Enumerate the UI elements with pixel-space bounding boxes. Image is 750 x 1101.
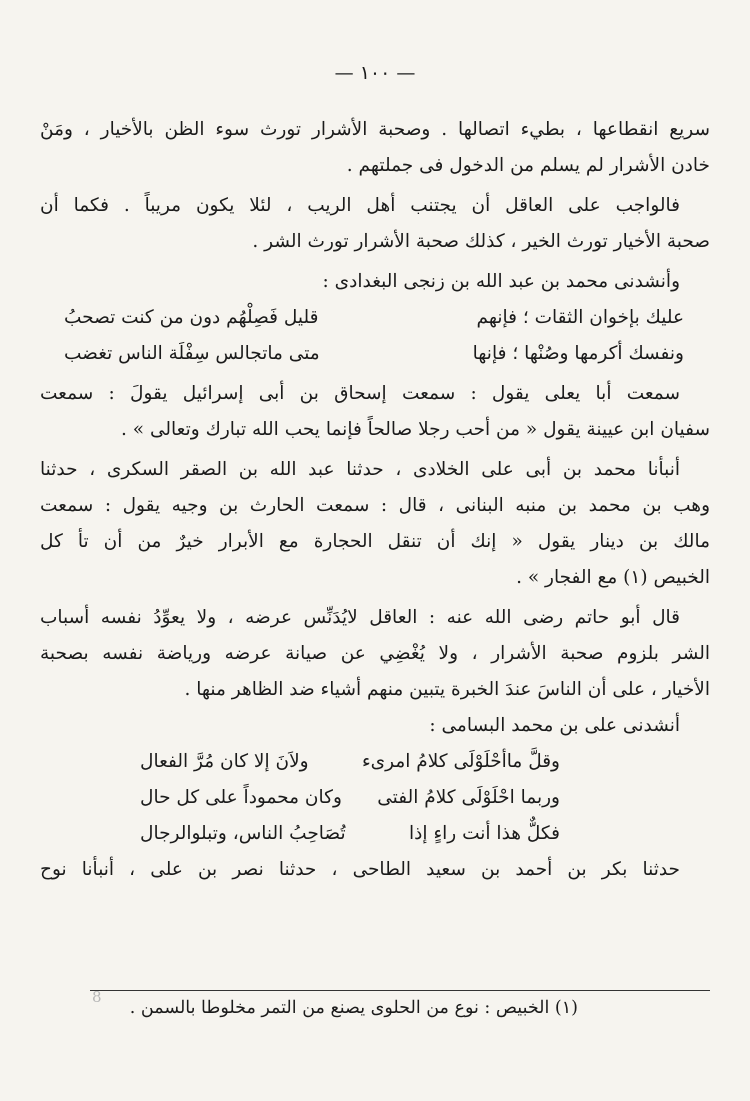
verse-second-hemistich: ولاَنَ إلا كان مُرَّ الفعال (140, 751, 309, 772)
verse-first-hemistich: وربما احْلَوْلَى كلامُ الفتى (377, 787, 560, 808)
footnote-divider (90, 990, 710, 991)
text-line: سمعت أبا يعلى يقول : سمعت إسحاق بن أبى إسرائيل يقولَ : سمعت (40, 383, 680, 404)
page-number: — ١٠٠ — (334, 62, 416, 84)
text-line: أنشدنى على بن محمد البسامى : (429, 715, 680, 736)
verse-first-hemistich: وقلَّ ماأحْلَوْلَى كلامُ امرىء (361, 751, 560, 772)
text-line: مالك بن دينار يقول « إنك أن تنقل الحجارة مع الأبرار خيرٌ من أن تأ كل (40, 531, 710, 552)
margin-mark: 8 (92, 988, 102, 1006)
verse-second-hemistich: قليل فَصِلْهُم دون من كنت تصحبُ (64, 307, 319, 328)
verse-second-hemistich: وكان محموداً على كل حال (140, 787, 342, 808)
footnote: (١) الخبيص : نوع من الحلوى يصنع من التمر مخلوطا بالسمن . (129, 998, 578, 1018)
text-line: حدثنا بكر بن أحمد بن سعيد الطاحى ، حدثنا نصر بن على ، أنبأنا نوح (40, 859, 680, 880)
text-line: قال أبو حاتم رضى الله عنه : العاقل لايُدَنِّس عرضه ، ولا يعوِّدُ نفسه أسباب (40, 607, 680, 628)
text-line: صحبة الأخيار تورث الخير ، كذلك صحبة الأشرار تورث الشر . (252, 231, 710, 252)
verse-second-hemistich: تُصَاحِبُ الناس، وتبلوالرجال (140, 823, 346, 844)
verse-first-hemistich: فكلٌّ هذا أنت راءٍ إذا (409, 823, 560, 844)
text-line: الشر بلزوم صحبة الأشرار ، ولا يُغْضِي عن صيانة عرضه ورياضة نفسه بصحبة (40, 643, 710, 664)
text-line: فالواجب على العاقل أن يجتنب أهل الريب ، لئلا يكون مريباً . فكما أن (40, 195, 680, 216)
poem-verse (40, 780, 710, 816)
poem-verse (40, 300, 710, 336)
body-text (40, 112, 710, 888)
text-line: سريع انقطاعها ، بطيء اتصالها . وصحبة الأشرار تورث سوء الظن بالأخيار ، ومَنْ (40, 119, 710, 140)
text-line: الأخيار ، على أن الناسَ عندَ الخبرة يتبين منهم أشياء ضد الظاهر منها . (184, 679, 710, 700)
poem-verse (40, 816, 710, 852)
text-line: أنبأنا محمد بن أبى على الخلادى ، حدثنا عبد الله بن الصقر السكرى ، حدثنا (40, 459, 680, 480)
verse-second-hemistich: متى ماتجالس سِفْلَة الناس تغضب (64, 343, 320, 364)
text-line: وأنشدنى محمد بن عبد الله بن زنجى البغدادى : (322, 271, 680, 292)
verse-first-hemistich: ونفسك أكرمها وصُنْها ؛ فإنها (472, 343, 684, 364)
poem-verse (40, 744, 710, 780)
text-line: الخبيص (١) مع الفجار » . (516, 567, 710, 588)
poem-verse (40, 336, 710, 372)
verse-first-hemistich: عليك بإخوان الثقات ؛ فإنهم (476, 307, 684, 328)
text-line: وهب بن محمد بن منبه البنانى ، قال : سمعت الحارث بن وجيه يقول : سمعت (40, 495, 710, 516)
text-line: سفيان ابن عيينة يقول « من أحب رجلا صالحاً فإنما يحب الله تبارك وتعالى » . (121, 419, 710, 440)
text-line: خادن الأشرار لم يسلم من الدخول فى جملتهم . (346, 155, 710, 176)
